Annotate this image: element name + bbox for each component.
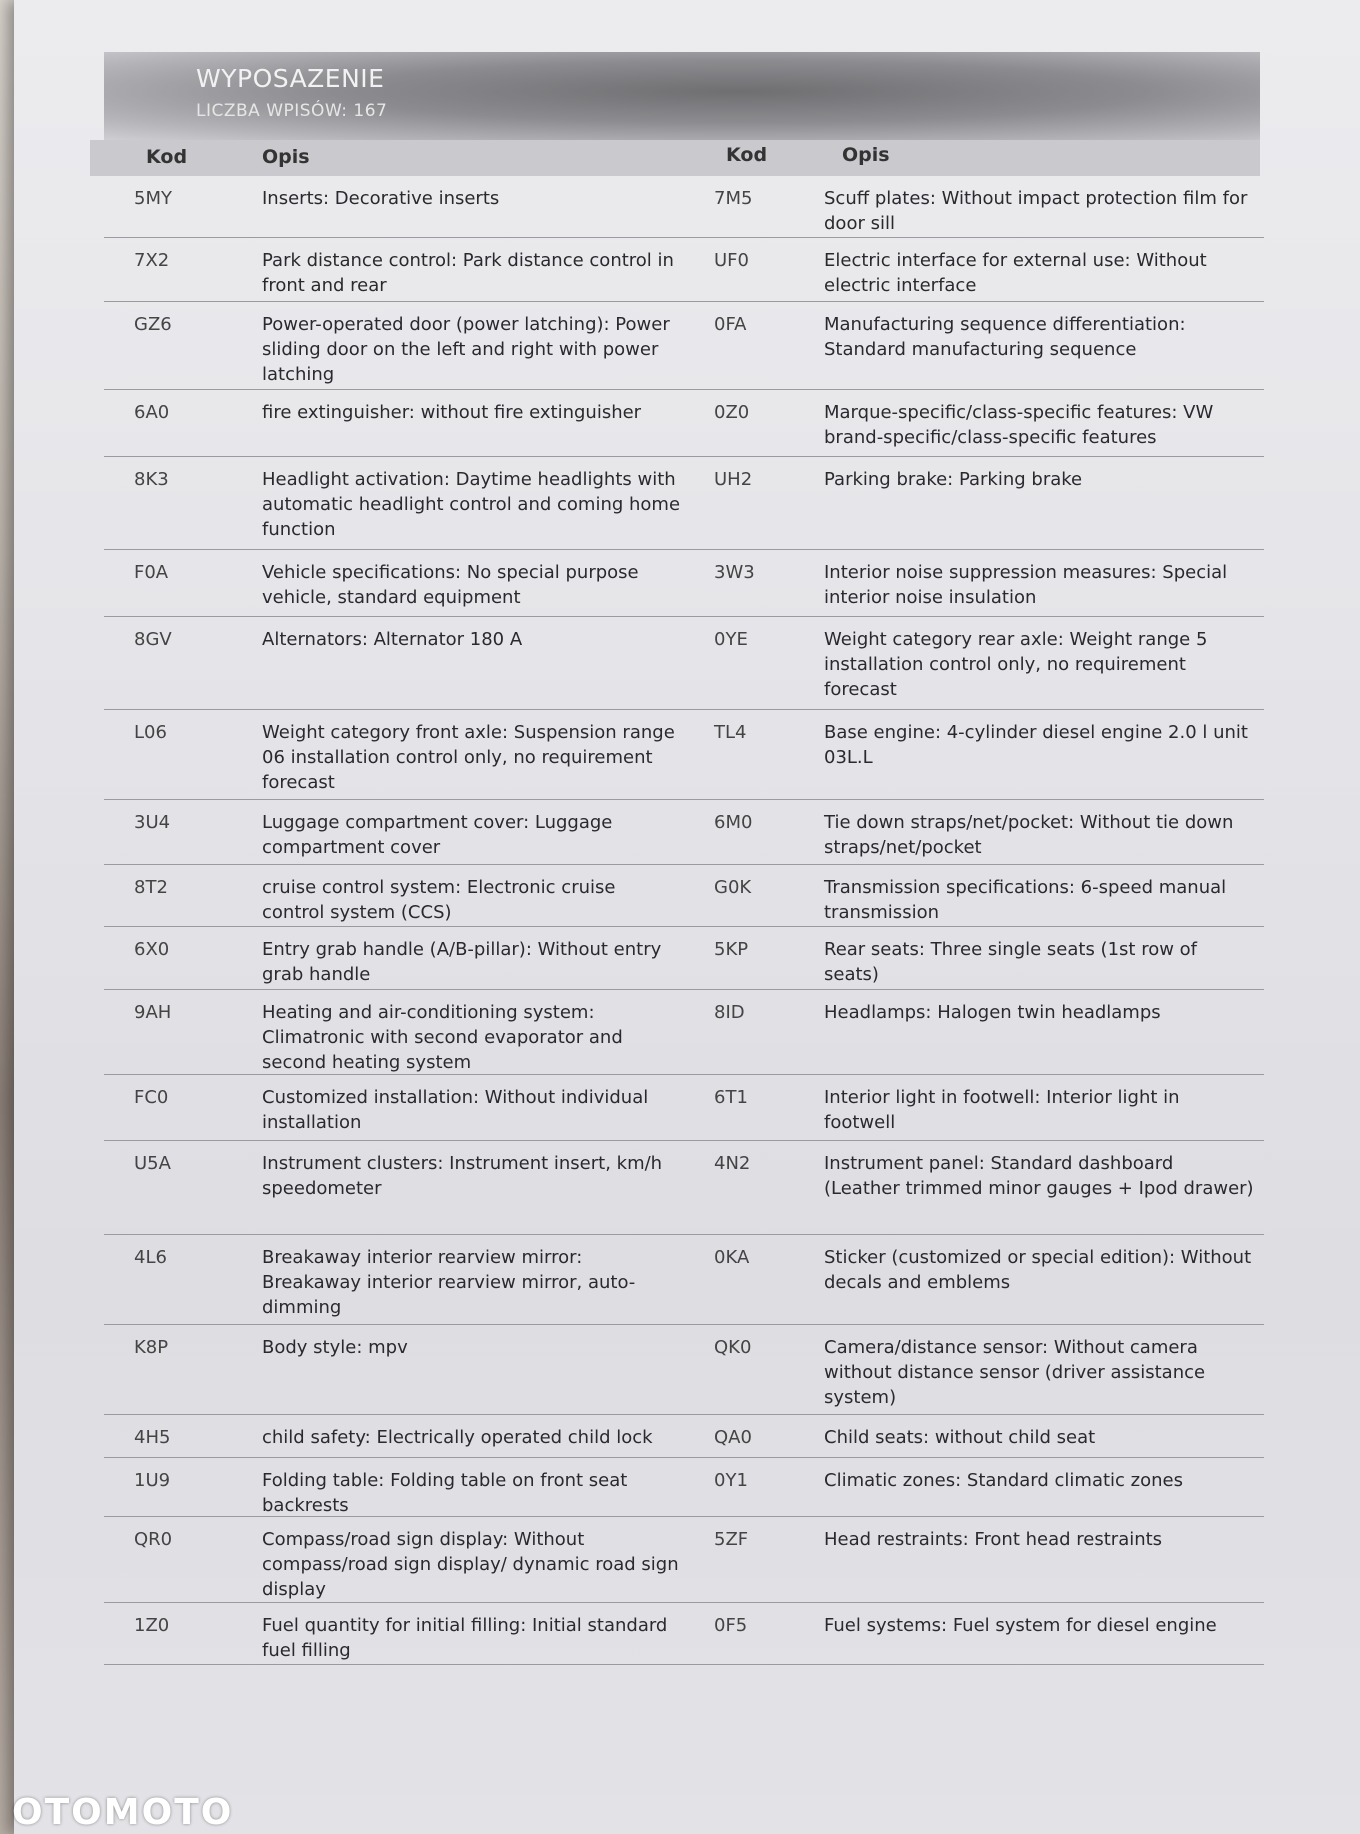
row-code-right: 0YE: [714, 629, 748, 650]
row-desc-right: Transmission specifications: 6-speed manual transmission: [824, 877, 1227, 923]
row-desc-right: Electric interface for external use: Without electric interface: [824, 250, 1207, 296]
row-code-left: QR0: [134, 1529, 173, 1550]
row-code-right: QK0: [714, 1337, 752, 1358]
table-row: [104, 176, 1264, 238]
table-row: [104, 1603, 1264, 1665]
row-code-right: 8ID: [714, 1002, 745, 1023]
row-desc-left: Luggage compartment cover: Luggage compartment cover: [262, 812, 613, 858]
row-desc-right: Interior noise suppression measures: Special interior noise insulation: [824, 562, 1228, 608]
table-row: [104, 990, 1264, 1075]
table-row: [104, 710, 1264, 800]
row-code-left: 6A0: [134, 402, 170, 423]
row-desc-right: Scuff plates: Without impact protection film for door sill: [824, 188, 1248, 234]
row-desc-left: Folding table: Folding table on front seat backrests: [262, 1470, 628, 1516]
row-desc-right: Interior light in footwell: Interior light in footwell: [824, 1087, 1180, 1133]
row-code-left: 1U9: [134, 1470, 171, 1491]
document-page: [14, 0, 1360, 1834]
row-desc-left: Compass/road sign display: Without compass/road sign display/ dynamic road sign display: [262, 1529, 679, 1600]
table-row: [104, 238, 1264, 302]
row-code-right: 6T1: [714, 1087, 748, 1108]
table-row: [104, 1325, 1264, 1415]
table-row: [104, 1458, 1264, 1517]
section-title: WYPOSAZENIE: [196, 64, 385, 93]
entry-count: LICZBA WPISÓW: 167: [196, 101, 388, 121]
row-desc-left: Breakaway interior rearview mirror: Breakaway interior rearview mirror, auto-dimming: [262, 1247, 636, 1318]
row-code-right: QA0: [714, 1427, 752, 1448]
row-code-left: 4H5: [134, 1427, 171, 1448]
row-divider: [104, 1664, 1264, 1665]
row-code-right: 0Y1: [714, 1470, 748, 1491]
table-row: [104, 390, 1264, 457]
row-desc-left: Power-operated door (power latching): Power sliding door on the left and right with power latching: [262, 314, 670, 385]
row-desc-right: Marque-specific/class-specific features: VW brand-specific/class-specific features: [824, 402, 1214, 448]
row-code-right: 4N2: [714, 1153, 751, 1174]
row-desc-left: Entry grab handle (A/B-pillar): Without entry grab handle: [262, 939, 662, 985]
row-desc-right: Tie down straps/net/pocket: Without tie down straps/net/pocket: [824, 812, 1234, 858]
row-code-right: 5KP: [714, 939, 749, 960]
row-code-left: GZ6: [134, 314, 172, 335]
row-code-right: G0K: [714, 877, 752, 898]
row-desc-right: Fuel systems: Fuel system for diesel engine: [824, 1615, 1217, 1636]
row-desc-left: Vehicle specifications: No special purpose vehicle, standard equipment: [262, 562, 639, 608]
row-code-right: 3W3: [714, 562, 755, 583]
row-code-left: L06: [134, 722, 167, 743]
row-code-left: 8T2: [134, 877, 168, 898]
table-row: [104, 1517, 1264, 1603]
row-desc-right: Child seats: without child seat: [824, 1427, 1096, 1448]
row-desc-right: Climatic zones: Standard climatic zones: [824, 1470, 1183, 1491]
table-row: [104, 1075, 1264, 1141]
row-code-left: F0A: [134, 562, 169, 583]
row-code-right: 0F5: [714, 1615, 748, 1636]
row-code-left: 8GV: [134, 629, 172, 650]
row-code-right: TL4: [714, 722, 747, 743]
table-row: [104, 1235, 1264, 1325]
table-row: [104, 800, 1264, 865]
row-code-right: 6M0: [714, 812, 753, 833]
row-code-right: 7M5: [714, 188, 753, 209]
row-desc-right: Instrument panel: Standard dashboard (Leather trimmed minor gauges + Ipod drawer): [824, 1153, 1254, 1199]
row-code-right: 0Z0: [714, 402, 750, 423]
row-code-right: UH2: [714, 469, 753, 490]
table-row: [104, 1415, 1264, 1458]
row-desc-left: Body style: mpv: [262, 1337, 408, 1358]
row-code-right: UF0: [714, 250, 749, 271]
row-desc-right: Sticker (customized or special edition): Without decals and emblems: [824, 1247, 1252, 1293]
row-desc-left: Fuel quantity for initial filling: Initial standard fuel filling: [262, 1615, 668, 1661]
row-code-left: 1Z0: [134, 1615, 170, 1636]
row-desc-right: Headlamps: Halogen twin headlamps: [824, 1002, 1161, 1023]
row-desc-left: Instrument clusters: Instrument insert, km/h speedometer: [262, 1153, 663, 1199]
row-code-left: 8K3: [134, 469, 169, 490]
row-code-right: 0KA: [714, 1247, 750, 1268]
row-desc-right: Weight category rear axle: Weight range 5 installation control only, no requirement forecast: [824, 629, 1208, 700]
row-code-left: FC0: [134, 1087, 169, 1108]
row-desc-right: Manufacturing sequence differentiation: Standard manufacturing sequence: [824, 314, 1186, 360]
row-desc-left: Headlight activation: Daytime headlights with automatic headlight control and coming home function: [262, 469, 681, 540]
row-desc-left: Inserts: Decorative inserts: [262, 188, 500, 209]
row-desc-left: Weight category front axle: Suspension range 06 installation control only, no requirement forecast: [262, 722, 675, 793]
row-desc-right: Head restraints: Front head restraints: [824, 1529, 1163, 1550]
header-desc-left: Opis: [262, 146, 310, 168]
table-row: [104, 457, 1264, 550]
row-code-left: 7X2: [134, 250, 170, 271]
header-code-right: Kod: [726, 144, 768, 166]
row-desc-right: Camera/distance sensor: Without camera without distance sensor (driver assistance system): [824, 1337, 1206, 1408]
row-code-left: 5MY: [134, 188, 172, 209]
row-desc-left: Alternators: Alternator 180 A: [262, 629, 523, 650]
row-code-left: 4L6: [134, 1247, 167, 1268]
row-desc-left: cruise control system: Electronic cruise control system (CCS): [262, 877, 616, 923]
row-desc-left: Heating and air-conditioning system: Climatronic with second evaporator and second heating system: [262, 1002, 623, 1073]
header-desc-right: Opis: [842, 144, 890, 166]
row-desc-right: Parking brake: Parking brake: [824, 469, 1083, 490]
row-desc-right: Rear seats: Three single seats (1st row of seats): [824, 939, 1197, 985]
row-desc-left: child safety: Electrically operated child lock: [262, 1427, 653, 1448]
row-code-left: 9AH: [134, 1002, 172, 1023]
row-desc-left: Customized installation: Without individual installation: [262, 1087, 649, 1133]
row-desc-left: fire extinguisher: without fire extinguisher: [262, 402, 642, 423]
row-code-left: K8P: [134, 1337, 169, 1358]
row-desc-right: Base engine: 4-cylinder diesel engine 2.0 l unit 03L.L: [824, 722, 1248, 768]
table-header: [90, 140, 1260, 176]
row-code-right: 5ZF: [714, 1529, 749, 1550]
row-code-right: 0FA: [714, 314, 747, 335]
row-code-left: 6X0: [134, 939, 170, 960]
table-row: [104, 865, 1264, 927]
table-row: [104, 617, 1264, 710]
table-row: [104, 302, 1264, 390]
otomoto-watermark: OTOMOTO: [12, 1792, 234, 1833]
row-code-left: 3U4: [134, 812, 171, 833]
row-code-left: U5A: [134, 1153, 171, 1174]
table-row: [104, 550, 1264, 617]
table-row: [104, 927, 1264, 990]
table-row: [104, 1141, 1264, 1235]
header-code-left: Kod: [146, 146, 188, 168]
row-desc-left: Park distance control: Park distance control in front and rear: [262, 250, 674, 296]
